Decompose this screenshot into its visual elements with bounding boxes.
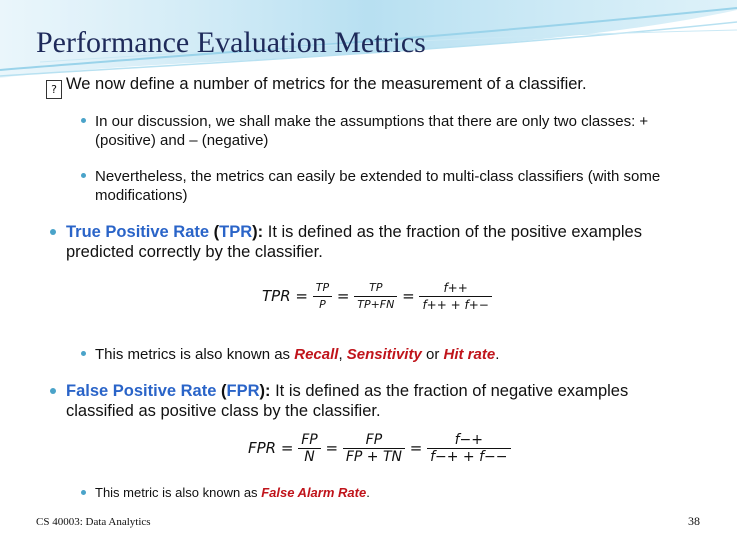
bullet-icon	[81, 118, 86, 123]
tpr-term: True Positive Rate	[66, 223, 210, 241]
tpr-alias-recall: Recall	[294, 346, 339, 363]
tpr-f3-num: f++	[419, 280, 491, 297]
tpr-alias-sensitivity: Sensitivity	[346, 346, 422, 363]
fpr-formula: FPR = $\frac{FP}{N}$ = $\frac{FP}{FP + TN}$ = $\frac{f-+}{f-+ + f--}$	[248, 432, 511, 465]
tpr-note-or: or	[425, 346, 440, 363]
extension-point: Nevertheless, the metrics can easily be extended to multi-class classifiers (with some modifications)	[95, 168, 661, 204]
fpr-note-prefix: This metric is also known as	[95, 485, 258, 500]
missing-glyph-icon: ?	[46, 80, 62, 99]
assumption-point: In our discussion, we shall make the assumptions that there are only two classes: + (positive) and – (negative)	[95, 113, 649, 149]
bullet-icon	[81, 351, 86, 356]
fpr-f3-num: f−+	[427, 432, 510, 449]
slide-title: Performance Evaluation Metrics	[36, 26, 426, 59]
fpr-f3-den: f−+ + f−−	[430, 449, 508, 465]
bullet-icon	[81, 173, 86, 178]
fpr-abbr: FPR	[226, 382, 260, 400]
fpr-term: False Positive Rate	[66, 382, 217, 400]
fpr-f1-den: N	[304, 449, 315, 465]
tpr-note-prefix: This metrics is also known as	[95, 346, 291, 363]
tpr-f1-den: P	[319, 298, 326, 311]
fpr-alias: False Alarm Rate	[261, 485, 367, 500]
intro-text: We now define a number of metrics for the measurement of a classifier.	[66, 75, 587, 93]
tpr-alias-hit-rate: Hit rate	[443, 346, 496, 363]
fpr-f1-num: FP	[298, 432, 321, 449]
tpr-aliases-note: This metrics is also known as Recall, Sensitivity or Hit rate.	[95, 346, 500, 363]
tpr-f2-den: TP+FN	[357, 298, 395, 311]
fpr-alias-note: This metric is also known as False Alarm Rate.	[95, 485, 370, 500]
fpr-definition: False Positive Rate (FPR): It is defined as the fraction of negative examples classified as positive class by the classifier.	[66, 382, 629, 420]
tpr-definition: True Positive Rate (TPR): It is defined as the fraction of the positive examples predicted correctly by the classifier.	[66, 223, 642, 261]
bullet-icon	[50, 229, 56, 235]
tpr-f3-den: f++ + f+−	[422, 298, 489, 312]
tpr-f1-num: TP	[313, 280, 332, 297]
tpr-formula: TPR = $\frac{TP}{P}$ = $\frac{TP}{TP+FN}$ = $\frac{f++}{f++ + f+-}$	[262, 280, 492, 313]
fpr-f2-num: FP	[343, 432, 405, 449]
tpr-definition-text: It is defined as the fraction of the positive examples predicted correctly by the classifier.	[66, 223, 642, 261]
tpr-abbr: TPR	[219, 223, 253, 241]
bullet-icon	[81, 490, 86, 495]
footer-course: CS 40003: Data Analytics	[36, 516, 151, 528]
tpr-f2-num: TP	[354, 280, 397, 297]
fpr-definition-text: It is defined as the fraction of negative examples classified as positive class by the classifier.	[66, 382, 629, 420]
fpr-f2-den: FP + TN	[345, 449, 402, 465]
tpr-formula-lhs: TPR	[262, 287, 291, 305]
fpr-formula-lhs: FPR	[248, 439, 277, 457]
page-number: 38	[688, 514, 700, 528]
bullet-icon	[50, 388, 56, 394]
